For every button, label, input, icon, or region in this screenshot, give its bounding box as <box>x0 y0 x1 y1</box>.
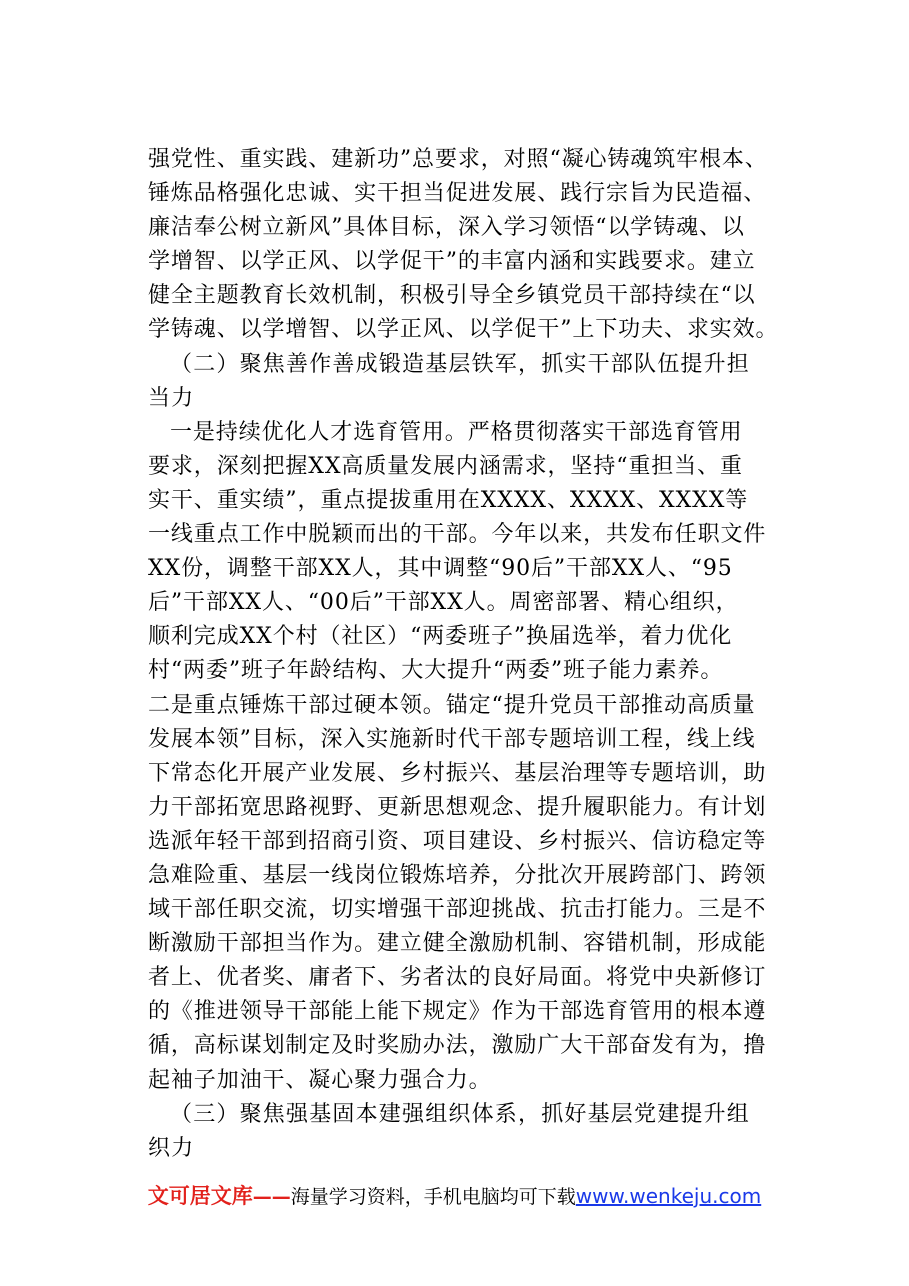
paragraph-line: 要求，深刻把握XX高质量发展内涵需求，坚持“重担当、重 <box>148 453 743 479</box>
document-body <box>148 143 800 1166</box>
section-heading-line: 当力 <box>148 385 195 411</box>
paragraph-line: 者上、优者奖、庸者下、劣者汰的良好局面。将党中央新修订 <box>148 965 767 991</box>
footer-brand: 文可居文库 <box>147 1184 253 1208</box>
paragraph-line: 急难险重、基层一线岗位锻炼培养，分批次开展跨部门、跨领 <box>148 862 767 888</box>
paragraph-line: 二是重点锤炼干部过硬本领。锚定“提升党员干部推动高质量 <box>148 692 756 718</box>
paragraph-line: 起袖子加油干、凝心聚力强合力。 <box>148 1067 492 1093</box>
section-heading-line: （二）聚焦善作善成锻造基层铁军，抓实干部队伍提升担 <box>170 351 751 377</box>
paragraph-line: 域干部任职交流，切实增强干部迎挑战、抗击打能力。三是不 <box>148 897 767 923</box>
section-heading-line: （三）聚焦强基固本建强组织体系，抓好基层党建提升组 <box>170 1101 751 1127</box>
footer-banner <box>0 1182 909 1211</box>
paragraph-line: 循，高标谋划制定及时奖励办法，激励广大干部奋发有为，撸 <box>148 1033 767 1059</box>
paragraph-line: 学增智、以学正风、以学促干”的丰富内涵和实践要求。建立 <box>148 249 756 275</box>
paragraph-line: XX份，调整干部XX人，其中调整“90后”干部XX人、“95 <box>148 556 733 582</box>
paragraph-line: 的《推进领导干部能上能下规定》作为干部选育管用的根本遵 <box>148 999 767 1025</box>
paragraph-line: 力干部拓宽思路视野、更新思想观念、提升履职能力。有计划 <box>148 794 767 820</box>
paragraph-line: 断激励干部担当作为。建立健全激励机制、容错机制，形成能 <box>148 931 767 957</box>
paragraph-line: 下常态化开展产业发展、乡村振兴、基层治理等专题培训，助 <box>148 760 767 786</box>
footer-dash: —— <box>252 1186 291 1208</box>
paragraph-line: 村“两委”班子年龄结构、大大提升“两委”班子能力素养。 <box>148 658 724 684</box>
paragraph-line: 学铸魂、以学增智、以学正风、以学促干”上下功夫、求实效。 <box>148 317 779 343</box>
footer-url-link[interactable]: www.wenkeju.com <box>575 1184 762 1208</box>
paragraph-line: 实干、重实绩”，重点提拔重用在XXXX、XXXX、XXXX等 <box>148 487 749 513</box>
footer-description: 海量学习资料，手机电脑均可下载 <box>290 1186 576 1208</box>
paragraph-line: 顺利完成XX个村（社区）“两委班子”换届选举，着力优化 <box>148 624 733 650</box>
paragraph-line: 后”干部XX人、“00后”干部XX人。周密部署、精心组织， <box>148 590 739 616</box>
paragraph-line: 健全主题教育长效机制，积极引导全乡镇党员干部持续在“以 <box>148 283 756 309</box>
section-heading-line: 织力 <box>148 1135 195 1161</box>
paragraph-line: 一是持续优化人才选育管用。严格贯彻落实干部选育管用 <box>170 419 743 445</box>
paragraph-line: 选派年轻干部到招商引资、项目建设、乡村振兴、信访稳定等 <box>148 828 767 854</box>
paragraph-line: 发展本领”目标，深入实施新时代干部专题培训工程，线上线 <box>148 726 756 752</box>
paragraph-line: 锤炼品格强化忠诚、实干担当促进发展、践行宗旨为民造福、 <box>148 181 767 207</box>
paragraph-line: 廉洁奉公树立新风”具体目标，深入学习领悟“以学铸魂、以 <box>148 215 745 241</box>
paragraph-line: 一线重点工作中脱颖而出的干部。今年以来，共发布任职文件 <box>148 522 767 548</box>
paragraph-line: 强党性、重实践、建新功”总要求，对照“凝心铸魂筑牢根本、 <box>148 147 768 172</box>
